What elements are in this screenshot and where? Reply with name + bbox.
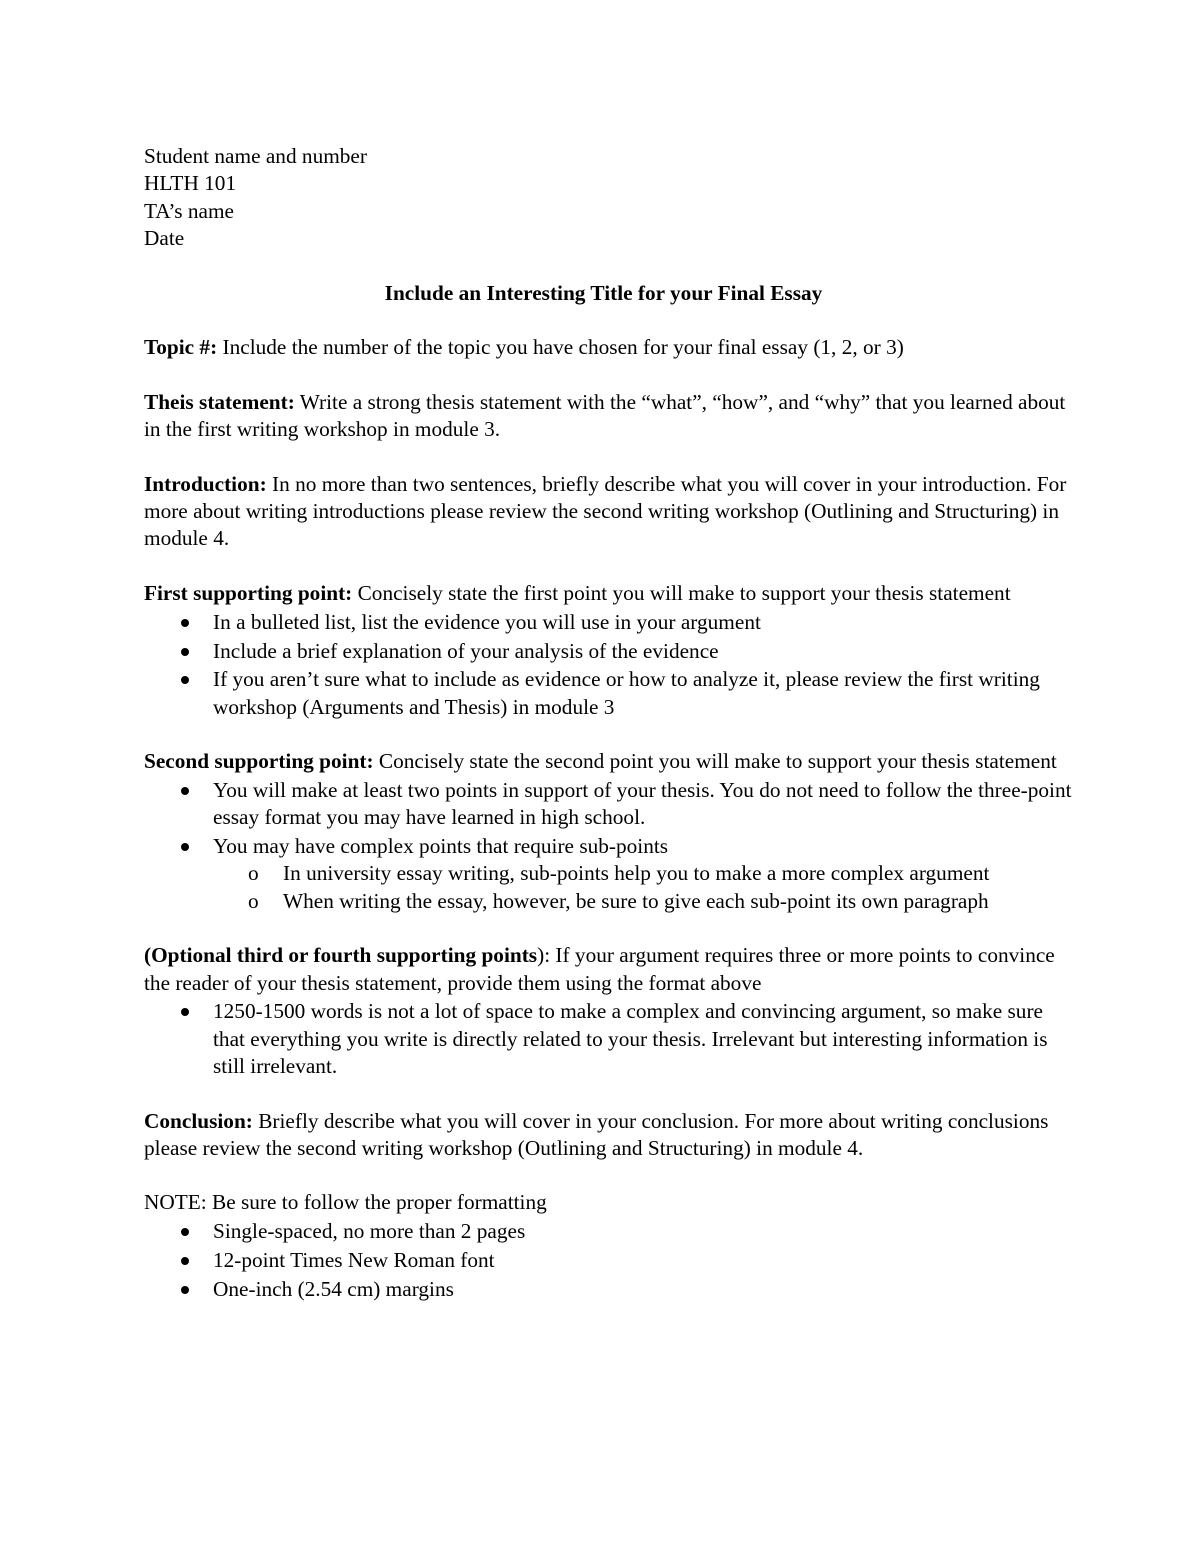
topic-paragraph xyxy=(144,334,1074,361)
second-point-bullet-list xyxy=(144,777,1074,915)
sub-bullet-marker: o xyxy=(248,861,259,886)
second-point-section xyxy=(144,748,1074,915)
sub-list-item-text: In university essay writing, sub-points help you to make a more complex argument xyxy=(283,861,990,886)
document-page xyxy=(144,143,1074,1303)
first-point-section xyxy=(144,580,1074,721)
list-item: In a bulleted list, list the evidence you will use in your argument xyxy=(213,609,1074,636)
list-item: One-inch (2.54 cm) margins xyxy=(213,1276,1074,1303)
list-item-text: You may have complex points that require sub-points xyxy=(213,834,669,859)
thesis-paragraph xyxy=(144,389,1074,444)
list-item: 1250-1500 words is not a lot of space to make a complex and convincing argument, so make sure that everything you write is directly related to your thesis. Irrelevant but interesting information is still irrelevant. xyxy=(213,998,1074,1080)
essay-title: Include an Interesting Title for your Final Essay xyxy=(384,280,823,305)
second-point-label: Second supporting point: xyxy=(144,749,374,774)
topic-label: Topic #: xyxy=(144,335,218,360)
date-line: Date xyxy=(144,225,185,250)
first-point-bullet-list xyxy=(144,609,1074,721)
student-name-line: Student name and number xyxy=(144,144,367,168)
list-item: 12-point Times New Roman font xyxy=(213,1247,1074,1274)
note-paragraph: NOTE: Be sure to follow the proper formatting xyxy=(144,1190,547,1215)
conclusion-label: Conclusion: xyxy=(144,1108,253,1133)
first-point-paragraph xyxy=(144,580,1074,607)
conclusion-paragraph xyxy=(144,1108,1074,1163)
note-bullet-list xyxy=(144,1218,1074,1303)
introduction-label: Introduction: xyxy=(144,471,267,496)
list-item: Include a brief explanation of your analysis of the evidence xyxy=(213,638,1074,665)
thesis-label: Theis statement: xyxy=(144,389,295,414)
sub-list-item xyxy=(248,888,1074,915)
first-point-text: Concisely state the first point you will make to support your thesis statement xyxy=(352,580,1011,605)
list-item: You will make at least two points in support of your thesis. You do not need to follow the three-point essay format you may have learned in high school. xyxy=(213,777,1074,832)
course-line: HLTH 101 xyxy=(144,171,237,196)
second-point-paragraph xyxy=(144,748,1074,775)
sub-list-item xyxy=(248,860,1074,887)
list-item: Single-spaced, no more than 2 pages xyxy=(213,1218,1074,1245)
conclusion-text: Briefly describe what you will cover in your conclusion. For more about writing conclusions please review the second writing workshop (Outlining and Structuring) in module 4. xyxy=(144,1108,1049,1160)
sub-point-list xyxy=(213,860,1074,915)
optional-points-label: (Optional third or fourth supporting points xyxy=(144,943,538,968)
optional-points-paragraph xyxy=(144,942,1074,997)
sub-bullet-marker: o xyxy=(248,888,259,913)
list-item: If you aren’t sure what to include as evidence or how to analyze it, please review the first writing workshop (Arguments and Thesis) in module 3 xyxy=(213,666,1074,721)
list-item xyxy=(213,833,1074,915)
note-section xyxy=(144,1189,1074,1303)
ta-name-line: TA’s name xyxy=(144,198,234,223)
optional-points-section xyxy=(144,942,1074,1080)
header-block xyxy=(144,143,1074,252)
first-point-label: First supporting point: xyxy=(144,580,353,605)
optional-points-text: : If your argument requires three or more points to convince the reader of your thesis statement, provide them using the format above xyxy=(144,943,1055,995)
second-point-text: Concisely state the second point you will make to support your thesis statement xyxy=(373,749,1057,774)
introduction-text: In no more than two sentences, briefly describe what you will cover in your introduction. For more about writing introductions please review the second writing workshop (Outlining and Structuring) in module 4. xyxy=(144,471,1067,551)
optional-points-label-close: ) xyxy=(537,943,545,968)
introduction-paragraph xyxy=(144,471,1074,553)
sub-list-item-text: When writing the essay, however, be sure to give each sub-point its own paragraph xyxy=(283,888,989,913)
thesis-text: Write a strong thesis statement with the “what”, “how”, and “why” that you learned about in the first writing workshop in module 3. xyxy=(144,389,1066,442)
optional-points-bullet-list xyxy=(144,998,1074,1080)
topic-text: Include the number of the topic you have chosen for your final essay (1, 2, or 3) xyxy=(217,335,904,360)
